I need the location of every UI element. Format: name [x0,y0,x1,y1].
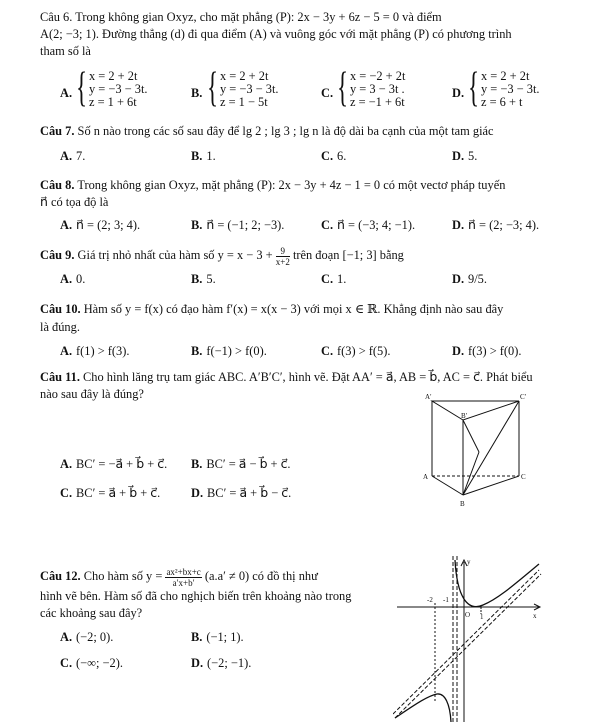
q6-line-3: tham số là [40,44,91,58]
q12-function-graph [393,556,543,722]
q9-line: Câu 9. Giá trị nhỏ nhất của hàm số y = x − 3 + $\frac{9}{x+2}$ trên đoạn [−1; 3] bằng [40,245,404,267]
q12-fraction: $\frac{\text{ax²+bx+c}}{a'x+b'}$ [166,566,201,588]
right-branch-curve [455,560,539,607]
q7-option-d[interactable]: D. 5. [452,149,478,163]
tick-label-1: 1 [480,613,484,621]
oblique-asymptote-shadow [395,574,541,718]
q12-number: Câu 12. [40,569,81,583]
q7-option-a[interactable]: A. 7. [60,149,86,163]
q9-option-c[interactable]: C. 1. [321,272,347,286]
q7-text: Số n nào trong các số sau đây để lg 2 ; lg 3 ; lg n là độ dài ba cạnh của một tam giác [77,124,494,138]
q11-line-2: nào sau đây là đúng? [40,387,144,401]
q12-option-c[interactable]: C. (−∞; −2). [60,656,123,670]
q11-line-1: Câu 11. Cho hình lăng trụ tam giác ABC. A′B′C′, hình vẽ. Đặt AA′ = a⃗, AB = b⃗, AC = c⃗. Phát biểu [40,370,533,384]
q10-option-c[interactable]: C. f(3) > f(5). [321,344,391,358]
q8-line-1: Câu 8. Trong không gian Oxyz, mặt phẳng (P): 2x − 3y + 4z − 1 = 0 có một vectơ pháp tuyến [40,178,506,192]
q9-option-b[interactable]: B. 5. [191,272,216,286]
q10-line-2: là đúng. [40,320,80,334]
q8-option-c[interactable]: C. n⃗ = (−3; 4; −1). [321,218,416,232]
x-axis-label: x [533,612,537,620]
q11-option-b[interactable]: B. BC′ = a⃗ − b⃗ + c⃗. [191,457,291,471]
q7-number: Câu 7. [40,124,75,138]
q6-line-1: Câu 6. Trong không gian Oxyz, cho mặt phẳng (P): 2x − 3y + 6z − 5 = 0 và điểm [40,10,442,24]
q8-option-b[interactable]: B. n⃗ = (−1; 2; −3). [191,218,285,232]
q11-option-a[interactable]: A. BC′ = −a⃗ + b⃗ + c⃗. [60,457,168,471]
q10-line-1: Câu 10. Hàm số y = f(x) có đạo hàm f′(x) = x(x − 3) với mọi x ∈ ℝ. Khẳng định nào sau đây [40,302,504,316]
q9-option-a[interactable]: A. 0. [60,272,86,286]
q6-option-b-label[interactable]: B. [191,86,203,100]
diag-b1-mid [463,420,479,452]
q10-option-a[interactable]: A. f(1) > f(3). [60,344,130,358]
q6-option-d-label[interactable]: D. [452,86,465,100]
label-a-prime: A′ [425,393,432,401]
q10-number: Câu 10. [40,302,81,316]
q8-line-2: n⃗ có tọa độ là [40,195,109,209]
q12-option-b[interactable]: B. (−1; 1). [191,630,244,644]
q9-fraction: $\frac{9}{x+2}$ [275,245,290,267]
q12-line-3: các khoảng sau đây? [40,606,143,620]
q8-option-a[interactable]: A. n⃗ = (2; 3; 4). [60,218,141,232]
q12-line-1: Câu 12. Cho hàm số y = $\frac{\text{ax²+bx+c}}{a'x+b'}$ (a.a′ ≠ 0) có đồ thị như [40,566,318,588]
edge-ab [432,476,463,495]
left-branch-curve [395,694,451,722]
q10-option-d[interactable]: D. f(3) > f(0). [452,344,522,358]
top-face-edges [432,401,519,420]
q9-option-d[interactable]: D. 9/5. [452,272,487,286]
q12-line-2: hình vẽ bên. Hàm số đã cho nghịch biến trên khoảng nào trong [40,589,352,603]
q6-option-a-label[interactable]: A. [60,86,73,100]
label-b: B [460,500,465,508]
q11-option-d[interactable]: D. BC′ = a⃗ + b⃗ − c⃗. [191,486,292,500]
q12-option-a[interactable]: A. (−2; 0). [60,630,114,644]
q11-option-c[interactable]: C. BC′ = a⃗ + b⃗ + c⃗. [60,486,161,500]
q6-option-c-label[interactable]: C. [321,86,334,100]
label-c-prime: C′ [520,393,527,401]
q11-number: Câu 11. [40,370,80,384]
label-c: C [521,473,526,481]
diag-mid-b [463,452,479,495]
q6-line-2: A(2; −3; 1). Đường thẳng (d) đi qua điểm (A) và vuông góc với mặt phẳng (P) có phương trình [40,27,512,41]
q12-option-d[interactable]: D. (−2; −1). [191,656,252,670]
label-b-prime: B′ [461,412,468,420]
edge-bc [463,476,519,495]
tick-label-minus-1: -1 [443,596,449,604]
exam-page: Câu 6. Trong không gian Oxyz, cho mặt phẳng (P): 2x − 3y + 6z − 5 = 0 và điểm A(2; −3; 1). Đường thẳng (d) đi qua điểm (A) và vuông góc với mặt phẳng (P) có phương trình tham số là A. { x = 2 + 2t y = −3 − 3t. z = 1 + 6t B. { x = 2 + 2t y = −3 − 3t. z = 1 − 5t C. { x = −2 + 2t y = 3 − 3t . z = −1 + 6t D. { x = 2 + 2t y = −3 − 3t. z = 6 + t Câu 7. Số n nào trong các số sau đây để lg 2 ; lg 3 ; lg n là độ dài ba cạnh của một tam giác A. 7. B. 1. C. 6. D. 5. Câu 8. Trong không gian Oxyz, mặt phẳng (P): 2x − 3y + 4z − 1 = 0 có một vectơ pháp tuyến n⃗ có tọa độ là A. n⃗ = (2; 3; 4). B. n⃗ = (−1; 2; −3). C. n⃗ = (−3; 4; −1). D. n⃗ = (2; −3; 4). Câu 9. Giá trị nhỏ nhất của hàm số y = x − 3 + $\frac{9}{x+2}$ trên đoạn [−1; 3] bằng A. 0. B. 5. C. 1. D. 9/5. Câu 10. Hàm số y = f(x) có đạo hàm f′(x) = x(x − 3) với mọi x ∈ ℝ. Khẳng định nào sau đây là đúng. A. f(1) > f(3). B. f(−1) > f(0). C. f(3) > f(5). D. f(3) > f(0). Câu 11. Cho hình lăng trụ tam giác ABC. A′B′C′, hình vẽ. Đặt AA′ = a⃗, AB = b⃗, AC = c⃗. Phát biểu nào sau đây là đúng? A. BC′ = −a⃗ + b⃗ + c⃗. B. BC′ = a⃗ − b⃗ + c⃗. C. BC′ = a⃗ + b⃗ + c⃗. D. BC′ = a⃗ + b⃗ − c⃗. A′ B′ C′ A C B Câu 12. Cho hàm số y = $\frac{\text{ax²+bx+c}}{a'x+b'}$ (a.a′ ≠ 0) có đồ thị như hình vẽ bên. Hàm số đã cho nghịch biến trên khoảng nào trong các khoảng sau đây? A. (−2; 0). B. (−1; 1). C. (−∞; −2). D. (−2; −1). y x O -2 -1 1 [0,0,596,725]
tick-label-minus-2: -2 [427,596,433,604]
q9-number: Câu 9. [40,248,75,262]
label-a: A [423,473,429,481]
origin-label: O [465,611,471,619]
q7-line [40,124,494,139]
diag-bc1 [463,401,519,495]
q8-option-d[interactable]: D. n⃗ = (2; −3; 4). [452,218,540,232]
q8-number: Câu 8. [40,178,75,192]
q11-prism-figure [405,390,535,515]
y-axis-label: y [467,558,471,566]
q10-option-b[interactable]: B. f(−1) > f(0). [191,344,267,358]
q7-option-b[interactable]: B. 1. [191,149,216,163]
oblique-asymptote [393,570,539,714]
q7-option-c[interactable]: C. 6. [321,149,347,163]
